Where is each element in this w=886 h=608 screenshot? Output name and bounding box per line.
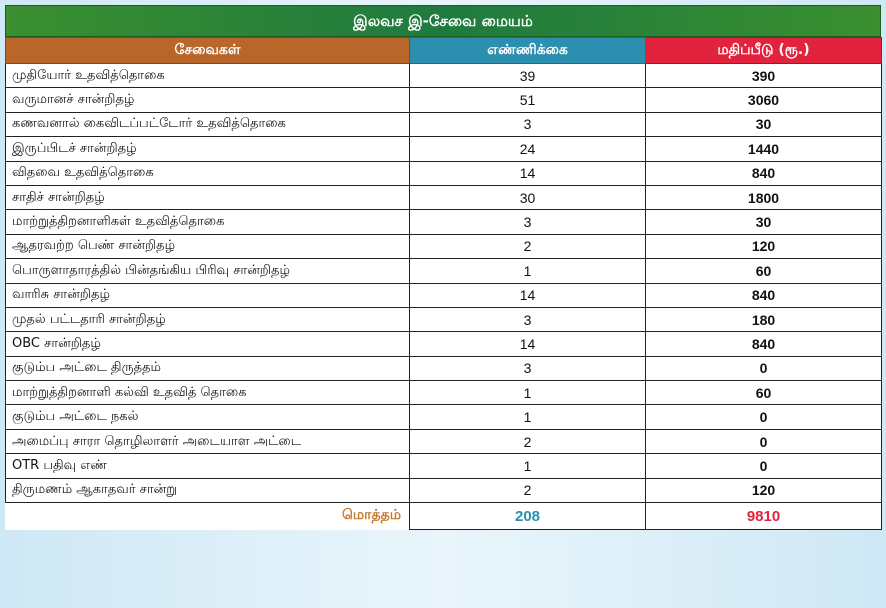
amount-cell: 1800: [646, 185, 882, 209]
count-cell: 2: [410, 478, 646, 502]
service-cell: அமைப்பு சாரா தொழிலாளர் அடையாள அட்டை: [6, 429, 410, 453]
service-cell: மாற்றுத்திறனாளிகள் உதவித்தொகை: [6, 210, 410, 234]
count-cell: 24: [410, 137, 646, 161]
table-row: [6, 112, 882, 136]
service-cell: இருப்பிடச் சான்றிதழ்: [6, 137, 410, 161]
count-cell: 3: [410, 210, 646, 234]
total-row: [6, 503, 882, 530]
count-cell: 39: [410, 64, 646, 88]
table-row: [6, 307, 882, 331]
amount-cell: 120: [646, 234, 882, 258]
amount-cell: 0: [646, 429, 882, 453]
table-row: [6, 137, 882, 161]
service-table-panel: [5, 5, 881, 530]
count-cell: 1: [410, 259, 646, 283]
service-cell: பொருளாதாரத்தில் பின்தங்கிய பிரிவு சான்றிதழ்: [6, 259, 410, 283]
service-cell: முதல் பட்டதாரி சான்றிதழ்: [6, 307, 410, 331]
total-amount: 9810: [646, 503, 882, 530]
table-row: [6, 210, 882, 234]
service-cell: கணவனால் கைவிடப்பட்டோர் உதவித்தொகை: [6, 112, 410, 136]
table-row: [6, 161, 882, 185]
table-row: [6, 185, 882, 209]
service-cell: ஆதரவற்ற பெண் சான்றிதழ்: [6, 234, 410, 258]
service-cell: விதவை உதவித்தொகை: [6, 161, 410, 185]
count-cell: 3: [410, 112, 646, 136]
header-service: சேவைகள்: [6, 38, 410, 64]
table-row: [6, 259, 882, 283]
amount-cell: 840: [646, 161, 882, 185]
count-cell: 3: [410, 307, 646, 331]
service-cell: மாற்றுத்திறனாளி கல்வி உதவித் தொகை: [6, 381, 410, 405]
amount-cell: 60: [646, 381, 882, 405]
table-row: [6, 478, 882, 502]
amount-cell: 120: [646, 478, 882, 502]
count-cell: 1: [410, 381, 646, 405]
count-cell: 3: [410, 356, 646, 380]
count-cell: 51: [410, 88, 646, 112]
total-count: 208: [410, 503, 646, 530]
service-cell: வருமானச் சான்றிதழ்: [6, 88, 410, 112]
amount-cell: 0: [646, 405, 882, 429]
service-cell: வாரிசு சான்றிதழ்: [6, 283, 410, 307]
count-cell: 14: [410, 283, 646, 307]
count-cell: 30: [410, 185, 646, 209]
total-label: மொத்தம்: [342, 507, 401, 524]
count-cell: 14: [410, 161, 646, 185]
count-cell: 2: [410, 429, 646, 453]
amount-cell: 1440: [646, 137, 882, 161]
amount-cell: 840: [646, 332, 882, 356]
count-cell: 14: [410, 332, 646, 356]
table-row: [6, 381, 882, 405]
table-title: இலவச இ-சேவை மையம்: [5, 5, 881, 37]
amount-cell: 3060: [646, 88, 882, 112]
header-count: எண்ணிக்கை: [410, 38, 646, 64]
table-row: [6, 64, 882, 88]
header-amount: மதிப்பீடு (ரூ.): [646, 38, 882, 64]
table-row: [6, 88, 882, 112]
table-row: [6, 429, 882, 453]
amount-cell: 0: [646, 454, 882, 478]
table-row: [6, 332, 882, 356]
amount-cell: 390: [646, 64, 882, 88]
service-cell: குடும்ப அட்டை திருத்தம்: [6, 356, 410, 380]
amount-cell: 30: [646, 210, 882, 234]
table-row: [6, 234, 882, 258]
amount-cell: 180: [646, 307, 882, 331]
service-cell: குடும்ப அட்டை நகல்: [6, 405, 410, 429]
service-cell: திருமணம் ஆகாதவர் சான்று: [6, 478, 410, 502]
table-row: [6, 283, 882, 307]
count-cell: 1: [410, 454, 646, 478]
table-row: [6, 454, 882, 478]
amount-cell: 30: [646, 112, 882, 136]
amount-cell: 0: [646, 356, 882, 380]
count-cell: 1: [410, 405, 646, 429]
service-cell: OBC சான்றிதழ்: [6, 332, 410, 356]
table-row: [6, 405, 882, 429]
services-table: [5, 37, 882, 530]
amount-cell: 60: [646, 259, 882, 283]
table-row: [6, 356, 882, 380]
amount-cell: 840: [646, 283, 882, 307]
service-cell: முதியோர் உதவித்தொகை: [6, 64, 410, 88]
service-cell: சாதிச் சான்றிதழ்: [6, 185, 410, 209]
service-cell: OTR பதிவு எண்: [6, 454, 410, 478]
count-cell: 2: [410, 234, 646, 258]
header-row: [6, 38, 882, 64]
